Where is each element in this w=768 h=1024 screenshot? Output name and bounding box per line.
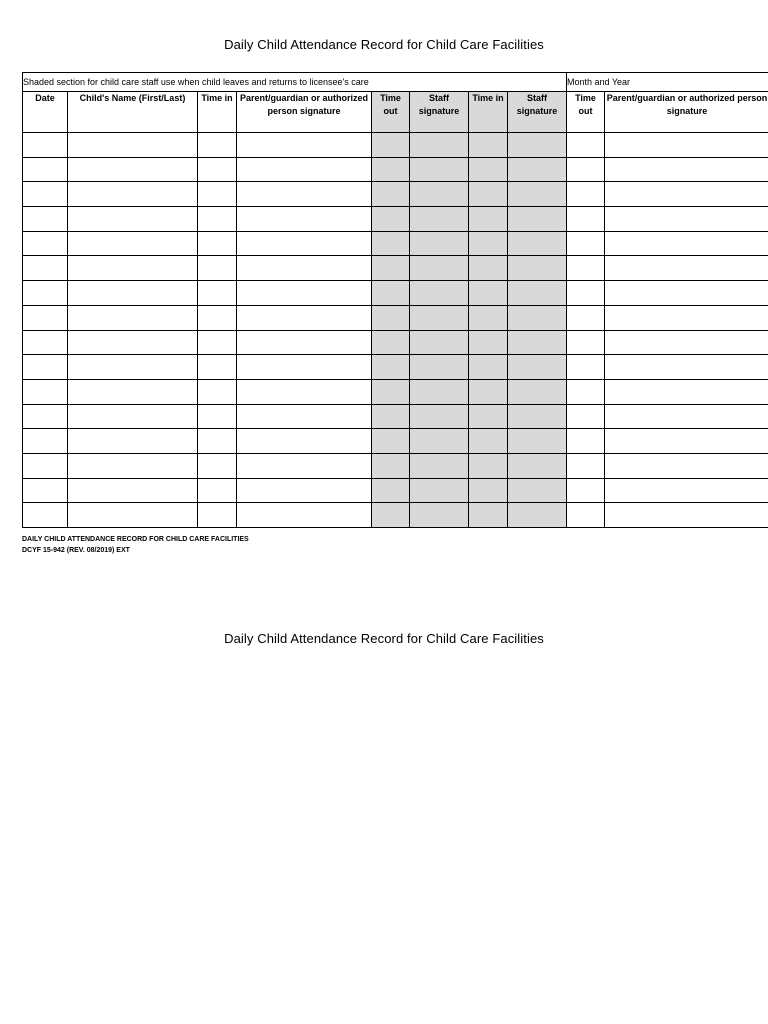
- table-cell[interactable]: [410, 355, 469, 380]
- table-cell[interactable]: [410, 157, 469, 182]
- table-cell[interactable]: [469, 478, 508, 503]
- table-row: [23, 207, 768, 232]
- table-cell[interactable]: [68, 207, 198, 232]
- table-cell[interactable]: [237, 207, 372, 232]
- column-header: Parent/guardian or authorized person signature: [237, 92, 372, 133]
- table-cell[interactable]: [508, 478, 567, 503]
- table-cell[interactable]: [508, 330, 567, 355]
- table-cell[interactable]: [567, 157, 605, 182]
- table-cell[interactable]: [372, 379, 410, 404]
- column-header: Parent/guardian or authorized person signature: [605, 92, 768, 133]
- table-cell[interactable]: [372, 207, 410, 232]
- table-cell[interactable]: [372, 404, 410, 429]
- table-cell[interactable]: [237, 453, 372, 478]
- table-cell[interactable]: [469, 231, 508, 256]
- table-cell[interactable]: [605, 231, 768, 256]
- table-cell[interactable]: [508, 429, 567, 454]
- table-cell[interactable]: [23, 182, 68, 207]
- table-cell[interactable]: [198, 379, 237, 404]
- column-header: Time in: [469, 92, 508, 133]
- table-cell[interactable]: [237, 256, 372, 281]
- table-cell[interactable]: [68, 281, 198, 306]
- footer-form-title: DAILY CHILD ATTENDANCE RECORD FOR CHILD CARE FACILITIES: [22, 536, 249, 543]
- table-cell[interactable]: [372, 355, 410, 380]
- table-cell[interactable]: [372, 305, 410, 330]
- table-cell[interactable]: [508, 231, 567, 256]
- table-cell[interactable]: [567, 453, 605, 478]
- table-cell[interactable]: [605, 281, 768, 306]
- table-row: [23, 379, 768, 404]
- table-row: [23, 330, 768, 355]
- table-cell[interactable]: [198, 231, 237, 256]
- table-cell[interactable]: [508, 453, 567, 478]
- table-cell[interactable]: [237, 182, 372, 207]
- table-cell[interactable]: [410, 503, 469, 528]
- table-row: [23, 404, 768, 429]
- table-cell[interactable]: [469, 305, 508, 330]
- table-cell[interactable]: [68, 429, 198, 454]
- table-cell[interactable]: [68, 305, 198, 330]
- table-cell[interactable]: [198, 281, 237, 306]
- table-cell[interactable]: [508, 355, 567, 380]
- table-cell[interactable]: [237, 231, 372, 256]
- table-row: [23, 231, 768, 256]
- table-cell[interactable]: [567, 330, 605, 355]
- table-cell[interactable]: [567, 478, 605, 503]
- table-cell[interactable]: [372, 281, 410, 306]
- table-cell[interactable]: [605, 355, 768, 380]
- table-cell[interactable]: [237, 429, 372, 454]
- table-cell[interactable]: [567, 404, 605, 429]
- table-cell[interactable]: [469, 281, 508, 306]
- table-cell[interactable]: [372, 330, 410, 355]
- table-cell[interactable]: [68, 330, 198, 355]
- footer-form-number: DCYF 15-942 (REV. 08/2019) EXT: [22, 547, 130, 554]
- table-cell[interactable]: [605, 429, 768, 454]
- table-cell[interactable]: [567, 182, 605, 207]
- table-cell[interactable]: [68, 133, 198, 158]
- table-cell[interactable]: [410, 404, 469, 429]
- table-cell[interactable]: [372, 182, 410, 207]
- table-cell[interactable]: [469, 355, 508, 380]
- table-cell[interactable]: [410, 453, 469, 478]
- table-cell[interactable]: [372, 256, 410, 281]
- table-cell[interactable]: [68, 404, 198, 429]
- table-cell[interactable]: [237, 281, 372, 306]
- table-cell[interactable]: [23, 157, 68, 182]
- table-cell[interactable]: [605, 207, 768, 232]
- table-cell[interactable]: [605, 478, 768, 503]
- table-row: [23, 281, 768, 306]
- table-cell[interactable]: [410, 207, 469, 232]
- table-cell[interactable]: [410, 330, 469, 355]
- table-cell[interactable]: [508, 207, 567, 232]
- table-cell[interactable]: [237, 379, 372, 404]
- table-cell[interactable]: [605, 182, 768, 207]
- table-cell[interactable]: [237, 503, 372, 528]
- table-cell[interactable]: [372, 231, 410, 256]
- table-cell[interactable]: [68, 182, 198, 207]
- table-cell[interactable]: [237, 404, 372, 429]
- table-cell[interactable]: [469, 330, 508, 355]
- table-cell[interactable]: [237, 330, 372, 355]
- table-cell[interactable]: [605, 305, 768, 330]
- table-cell[interactable]: [237, 133, 372, 158]
- table-cell[interactable]: [469, 133, 508, 158]
- form-footer: [22, 534, 249, 556]
- table-cell[interactable]: [23, 478, 68, 503]
- table-cell[interactable]: [372, 429, 410, 454]
- table-cell[interactable]: [68, 256, 198, 281]
- table-cell[interactable]: [68, 355, 198, 380]
- table-row: [23, 355, 768, 380]
- table-cell[interactable]: [23, 429, 68, 454]
- table-cell[interactable]: [237, 305, 372, 330]
- table-row: [23, 182, 768, 207]
- table-cell[interactable]: [508, 133, 567, 158]
- column-header: Time in: [198, 92, 237, 133]
- table-cell[interactable]: [567, 256, 605, 281]
- table-cell[interactable]: [605, 503, 768, 528]
- table-cell[interactable]: [508, 281, 567, 306]
- table-cell[interactable]: [372, 478, 410, 503]
- table-cell[interactable]: [605, 379, 768, 404]
- table-cell[interactable]: [410, 182, 469, 207]
- column-header: Staff signature: [508, 92, 567, 133]
- table-cell[interactable]: [198, 478, 237, 503]
- table-cell[interactable]: [198, 157, 237, 182]
- table-cell[interactable]: [567, 207, 605, 232]
- table-row: [23, 503, 768, 528]
- table-cell[interactable]: [605, 256, 768, 281]
- table-cell[interactable]: [23, 453, 68, 478]
- table-cell[interactable]: [605, 133, 768, 158]
- table-cell[interactable]: [68, 478, 198, 503]
- table-cell[interactable]: [237, 478, 372, 503]
- table-cell[interactable]: [508, 157, 567, 182]
- table-cell[interactable]: [372, 133, 410, 158]
- column-header: Time out: [372, 92, 410, 133]
- table-cell[interactable]: [469, 429, 508, 454]
- table-cell[interactable]: [567, 379, 605, 404]
- table-cell[interactable]: [198, 207, 237, 232]
- table-cell[interactable]: [605, 453, 768, 478]
- table-cell[interactable]: [372, 453, 410, 478]
- table-cell[interactable]: [469, 503, 508, 528]
- table-cell[interactable]: [605, 404, 768, 429]
- table-cell[interactable]: [23, 281, 68, 306]
- table-cell[interactable]: [68, 157, 198, 182]
- table-cell[interactable]: [605, 330, 768, 355]
- table-cell[interactable]: [23, 207, 68, 232]
- table-cell[interactable]: [23, 231, 68, 256]
- table-cell[interactable]: [469, 453, 508, 478]
- table-cell[interactable]: [410, 305, 469, 330]
- page-title-second: Daily Child Attendance Record for Child Care Facilities: [224, 631, 544, 646]
- table-cell[interactable]: [605, 157, 768, 182]
- table-row: [23, 478, 768, 503]
- table-cell[interactable]: [68, 453, 198, 478]
- table-cell[interactable]: [23, 503, 68, 528]
- table-cell[interactable]: [469, 157, 508, 182]
- table-cell[interactable]: [410, 478, 469, 503]
- table-cell[interactable]: [469, 256, 508, 281]
- column-header: Child's Name (First/Last): [68, 92, 198, 133]
- table-cell[interactable]: [198, 182, 237, 207]
- table-cell[interactable]: [198, 305, 237, 330]
- table-cell[interactable]: [198, 429, 237, 454]
- table-cell[interactable]: [198, 330, 237, 355]
- table-cell[interactable]: [68, 231, 198, 256]
- table-cell[interactable]: [198, 355, 237, 380]
- table-cell[interactable]: [198, 404, 237, 429]
- table-cell[interactable]: [23, 355, 68, 380]
- table-cell[interactable]: [567, 355, 605, 380]
- attendance-table: [22, 72, 768, 528]
- shaded-section-note: Shaded section for child care staff use when child leaves and returns to licensee's care: [23, 73, 567, 92]
- table-cell[interactable]: [508, 305, 567, 330]
- table-cell[interactable]: [567, 305, 605, 330]
- table-cell[interactable]: [23, 404, 68, 429]
- table-cell[interactable]: [68, 379, 198, 404]
- table-cell[interactable]: [410, 256, 469, 281]
- table-cell[interactable]: [469, 182, 508, 207]
- table-cell[interactable]: [68, 503, 198, 528]
- table-cell[interactable]: [469, 404, 508, 429]
- table-cell[interactable]: [372, 157, 410, 182]
- table-row: [23, 133, 768, 158]
- table-cell[interactable]: [508, 379, 567, 404]
- table-row: [23, 256, 768, 281]
- table-cell[interactable]: [508, 404, 567, 429]
- table-cell[interactable]: [198, 503, 237, 528]
- table-cell[interactable]: [198, 133, 237, 158]
- table-cell[interactable]: [23, 305, 68, 330]
- table-cell[interactable]: [410, 429, 469, 454]
- table-cell[interactable]: [372, 503, 410, 528]
- table-cell[interactable]: [198, 453, 237, 478]
- table-cell[interactable]: [567, 281, 605, 306]
- table-cell[interactable]: [567, 429, 605, 454]
- table-cell[interactable]: [469, 207, 508, 232]
- table-cell[interactable]: [410, 281, 469, 306]
- page-title: Daily Child Attendance Record for Child Care Facilities: [224, 37, 544, 52]
- table-row: [23, 429, 768, 454]
- column-header: Staff signature: [410, 92, 469, 133]
- month-year-field[interactable]: Month and Year: [567, 73, 768, 92]
- table-cell[interactable]: [410, 379, 469, 404]
- column-header: Date: [23, 92, 68, 133]
- table-cell[interactable]: [508, 256, 567, 281]
- table-cell[interactable]: [410, 231, 469, 256]
- table-cell[interactable]: [508, 503, 567, 528]
- table-row: [23, 305, 768, 330]
- table-cell[interactable]: [410, 133, 469, 158]
- table-cell[interactable]: [567, 133, 605, 158]
- table-cell[interactable]: [237, 355, 372, 380]
- table-cell[interactable]: [23, 133, 68, 158]
- table-cell[interactable]: [198, 256, 237, 281]
- table-row: [23, 453, 768, 478]
- table-cell[interactable]: [23, 379, 68, 404]
- table-cell[interactable]: [23, 256, 68, 281]
- table-cell[interactable]: [567, 231, 605, 256]
- table-row: [23, 157, 768, 182]
- table-cell[interactable]: [508, 182, 567, 207]
- table-cell[interactable]: [23, 330, 68, 355]
- column-header: Time out: [567, 92, 605, 133]
- table-cell[interactable]: [237, 157, 372, 182]
- table-cell[interactable]: [567, 503, 605, 528]
- table-cell[interactable]: [469, 379, 508, 404]
